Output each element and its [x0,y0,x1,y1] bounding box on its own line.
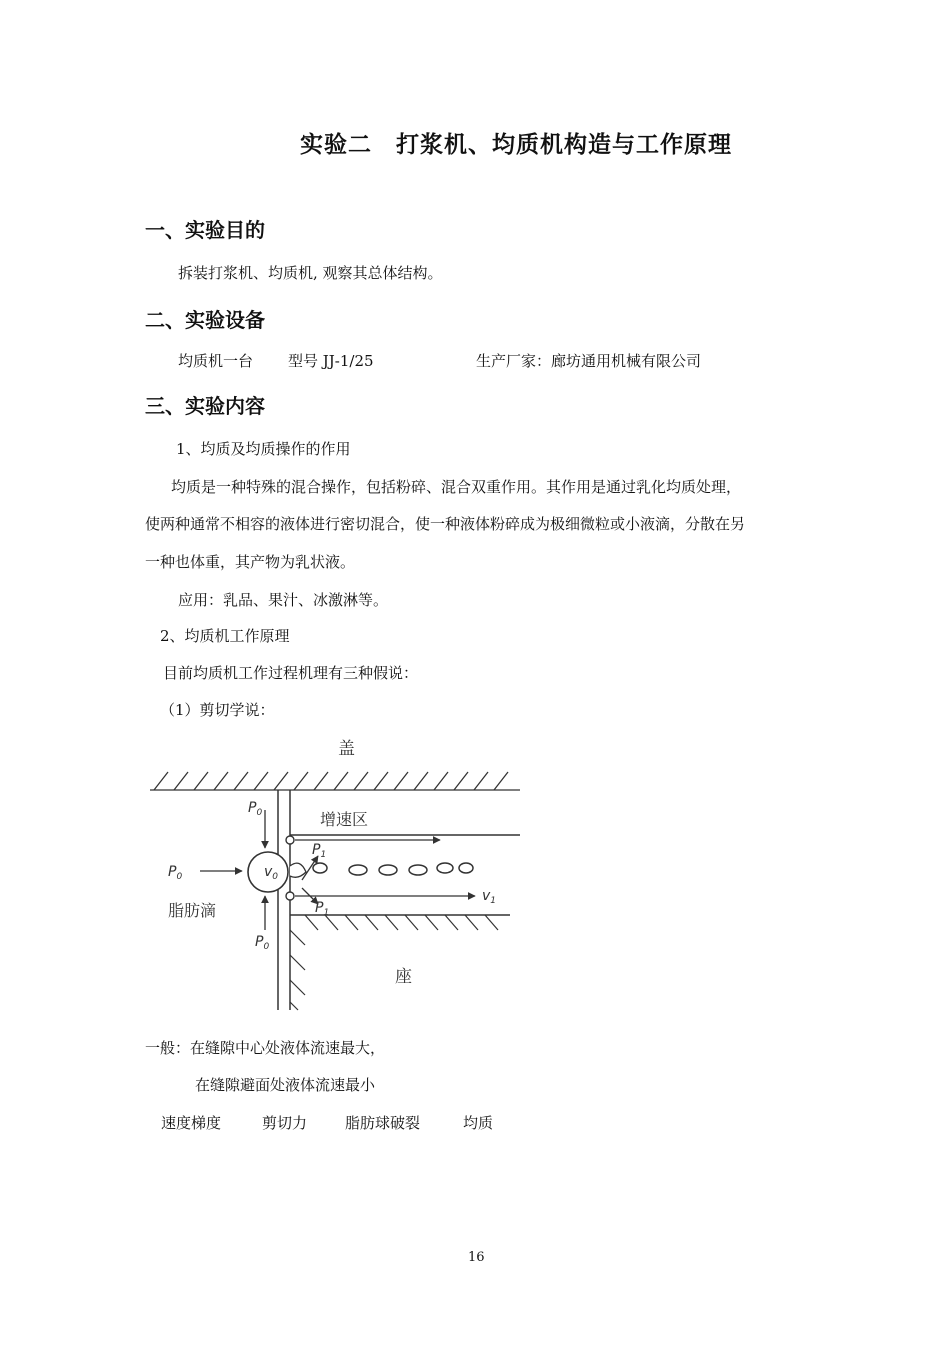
p0-label-bottom: $P_0$ [255,934,270,952]
p0-label-left: $P_0$ [168,864,183,882]
subsection-homogenization: 1、均质及均质操作的作用 [176,440,351,458]
v1-label: $v_1$ [482,888,497,906]
application-text: 应用：乳品、果汁、冰激淋等。 [178,591,389,609]
page-title: 实验二 打浆机、均质机构造与工作原理 [300,131,732,158]
paragraph-line: 使两种通常不相容的液体进行密切混合，使一种液体粉碎成为极细微粒或小液滴，分散在另 [145,515,746,533]
lid-label: 盖 [338,739,355,759]
section-heading-content: 三、实验内容 [145,394,265,418]
seat-hatch [290,915,498,1010]
p0-label-top: $P_0$ [248,800,263,818]
purpose-text: 拆装打浆机、均质机, 观察其总体结构。 [178,264,443,282]
accel-zone-label: 增速区 [320,810,369,829]
chain-item: 剪切力 [262,1114,308,1132]
note-line: 一般：在缝隙中心处液体流速最大， [145,1039,386,1057]
fat-droplet-label: 脂肪滴 [168,901,217,920]
equipment-maker: 生产厂家：廊坊通用机械有限公司 [476,352,702,370]
gap-point [286,836,294,844]
note-line: 在缝隙避面处液体流速最小 [195,1076,376,1094]
lid-hatch [150,772,520,790]
hypotheses-text: 目前均质机工作过程机理有三种假说： [163,664,419,682]
gap-point [286,892,294,900]
p1-label-top: $P_1$ [312,842,327,860]
subsection-principle: 2、均质机工作原理 [160,627,290,645]
dispersed-droplets [313,863,473,875]
section-heading-purpose: 一、实验目的 [145,218,265,242]
chain-item: 速度梯度 [161,1114,222,1132]
paragraph-line: 均质是一种特殊的混合操作，包括粉碎、混合双重作用。其作用是通过乳化均质处理， [171,478,742,496]
homogenizer-shear-diagram [140,730,530,1020]
shear-theory-label: （1）剪切学说： [160,701,275,719]
chain-item: 脂肪球破裂 [345,1114,421,1132]
section-heading-equipment: 二、实验设备 [145,308,265,332]
droplet-deformation [290,863,306,877]
equipment-name: 均质机一台 [178,352,254,370]
paragraph-line: 一种也体重，其产物为乳状液。 [145,553,356,571]
chain-item: 均质 [463,1114,494,1132]
v0-label: $v_0$ [264,864,279,882]
p1-label-bottom: $P_1$ [315,900,330,918]
equipment-model: 型号 JJ-1/25 [288,352,374,370]
seat-label: 座 [395,967,412,987]
page-number: 16 [468,1250,485,1265]
